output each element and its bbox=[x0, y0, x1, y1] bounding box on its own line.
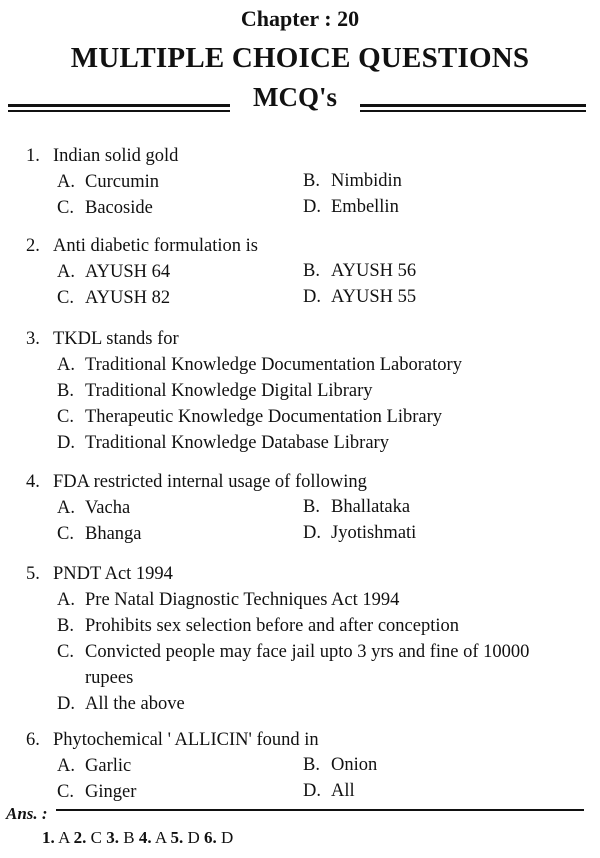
option-a: A. Garlic bbox=[57, 756, 132, 776]
question-text: TKDL stands for bbox=[53, 329, 179, 349]
option-a: A. Pre Natal Diagnostic Techniques Act 1994 bbox=[57, 590, 400, 610]
option-b: B. Nimbidin bbox=[303, 171, 402, 191]
option-b: B. AYUSH 56 bbox=[303, 261, 417, 281]
answer-key: 1. A 2. C 3. B 4. A 5. D 6. D bbox=[42, 828, 234, 847]
question-number: 4. bbox=[26, 472, 40, 492]
option-d: D. Jyotishmati bbox=[303, 523, 417, 543]
question-text: PNDT Act 1994 bbox=[53, 564, 173, 584]
question-5 bbox=[26, 561, 600, 717]
chapter-heading: Chapter : 20 bbox=[240, 6, 360, 31]
option-c: C. Convicted people may face jail upto 3 yrs and fine of 10000 rupees bbox=[57, 642, 530, 688]
question-text: Indian solid gold bbox=[53, 146, 179, 166]
option-d: D. Traditional Knowledge Database Library bbox=[57, 433, 389, 453]
answers-divider bbox=[56, 809, 584, 811]
question-number: 2. bbox=[26, 236, 40, 256]
option-b: B. Onion bbox=[303, 755, 378, 775]
option-c: C. Ginger bbox=[57, 782, 137, 802]
question-number: 1. bbox=[26, 146, 40, 166]
option-b: B. Bhallataka bbox=[303, 497, 411, 517]
option-c: C. Therapeutic Knowledge Documentation Library bbox=[57, 407, 443, 427]
answers-label: Ans. : bbox=[6, 804, 48, 823]
option-d: D. AYUSH 55 bbox=[303, 287, 417, 307]
option-c: C. AYUSH 82 bbox=[57, 288, 171, 308]
question-number: 6. bbox=[26, 730, 40, 750]
option-a: A. AYUSH 64 bbox=[57, 262, 171, 282]
option-a: A. Vacha bbox=[57, 498, 131, 518]
option-a: A. Traditional Knowledge Documentation Laboratory bbox=[57, 355, 462, 375]
option-d: D. All bbox=[303, 781, 355, 801]
question-3 bbox=[26, 326, 462, 456]
question-text: FDA restricted internal usage of following bbox=[53, 472, 367, 492]
question-6 bbox=[26, 727, 378, 805]
question-number: 3. bbox=[26, 329, 40, 349]
subtitle-row bbox=[0, 82, 600, 116]
question-text: Phytochemical ' ALLICIN' found in bbox=[53, 730, 319, 750]
question-number: 5. bbox=[26, 564, 40, 584]
question-1 bbox=[26, 143, 402, 221]
option-b: B. Prohibits sex selection before and after conception bbox=[57, 616, 459, 636]
option-a: A. Curcumin bbox=[57, 172, 159, 192]
divider-right bbox=[360, 104, 586, 112]
question-4 bbox=[26, 469, 417, 547]
option-d: D. All the above bbox=[57, 694, 185, 714]
option-c: C. Bhanga bbox=[57, 524, 142, 544]
divider-left bbox=[8, 104, 230, 112]
option-c: C. Bacoside bbox=[57, 198, 153, 218]
subtitle: MCQ's bbox=[253, 82, 337, 112]
option-d: D. Embellin bbox=[303, 197, 399, 217]
page-title: MULTIPLE CHOICE QUESTIONS bbox=[70, 42, 530, 74]
question-2 bbox=[26, 233, 417, 311]
question-text: Anti diabetic formulation is bbox=[53, 236, 258, 256]
option-b: B. Traditional Knowledge Digital Library bbox=[57, 381, 373, 401]
